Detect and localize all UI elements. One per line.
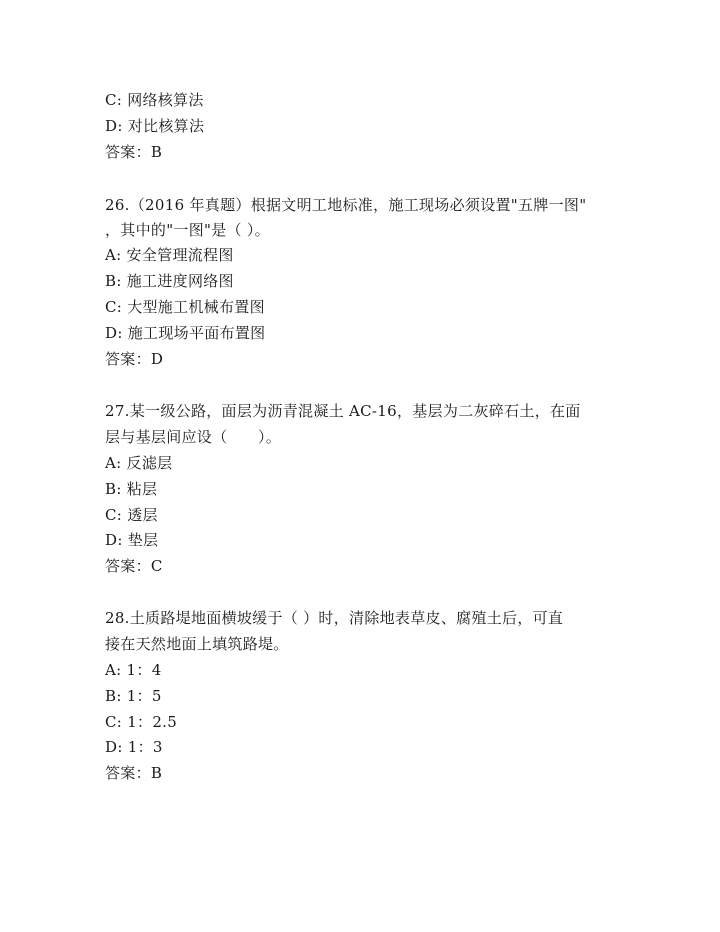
- q28-option-b: B: 1：5: [105, 687, 162, 705]
- q27-option-a: A: 反滤层: [105, 454, 173, 472]
- q28-stem-line1: 28.土质路堤地面横坡缓于（ ）时，清除地表草皮、腐殖土后，可直: [105, 609, 564, 627]
- q25-option-d: D: 对比核算法: [105, 117, 205, 135]
- q27-stem-line1: 27.某一级公路，面层为沥青混凝土 AC-16，基层为二灰碎石土，在面: [105, 402, 581, 420]
- q26-option-a: A: 安全管理流程图: [105, 246, 234, 264]
- q28-option-d: D: 1：3: [105, 738, 163, 756]
- q26-answer: 答案：D: [105, 350, 164, 368]
- q27-answer: 答案：C: [105, 557, 163, 575]
- q25-answer: 答案：B: [105, 143, 163, 161]
- q28-option-a: A: 1：4: [105, 661, 162, 679]
- q25-option-c: C: 网络核算法: [105, 91, 204, 109]
- q26-stem-line2: ，其中的"一图"是（ ）。: [105, 221, 270, 239]
- q27-option-c: C: 透层: [105, 506, 158, 524]
- q26-option-d: D: 施工现场平面布置图: [105, 324, 266, 342]
- q26-option-b: B: 施工进度网络图: [105, 272, 234, 290]
- q26-stem-line1: 26.（2016 年真题）根据文明工地标准，施工现场必须设置"五牌一图": [105, 196, 587, 214]
- q28-option-c: C: 1：2.5: [105, 713, 178, 731]
- q27-option-b: B: 粘层: [105, 480, 158, 498]
- q27-stem-line2: 层与基层间应设（ ）。: [105, 428, 282, 446]
- q26-option-c: C: 大型施工机械布置图: [105, 298, 265, 316]
- q27-option-d: D: 垫层: [105, 531, 159, 549]
- q28-stem-line2: 接在天然地面上填筑路堤。: [105, 635, 289, 653]
- q28-answer: 答案：B: [105, 764, 163, 782]
